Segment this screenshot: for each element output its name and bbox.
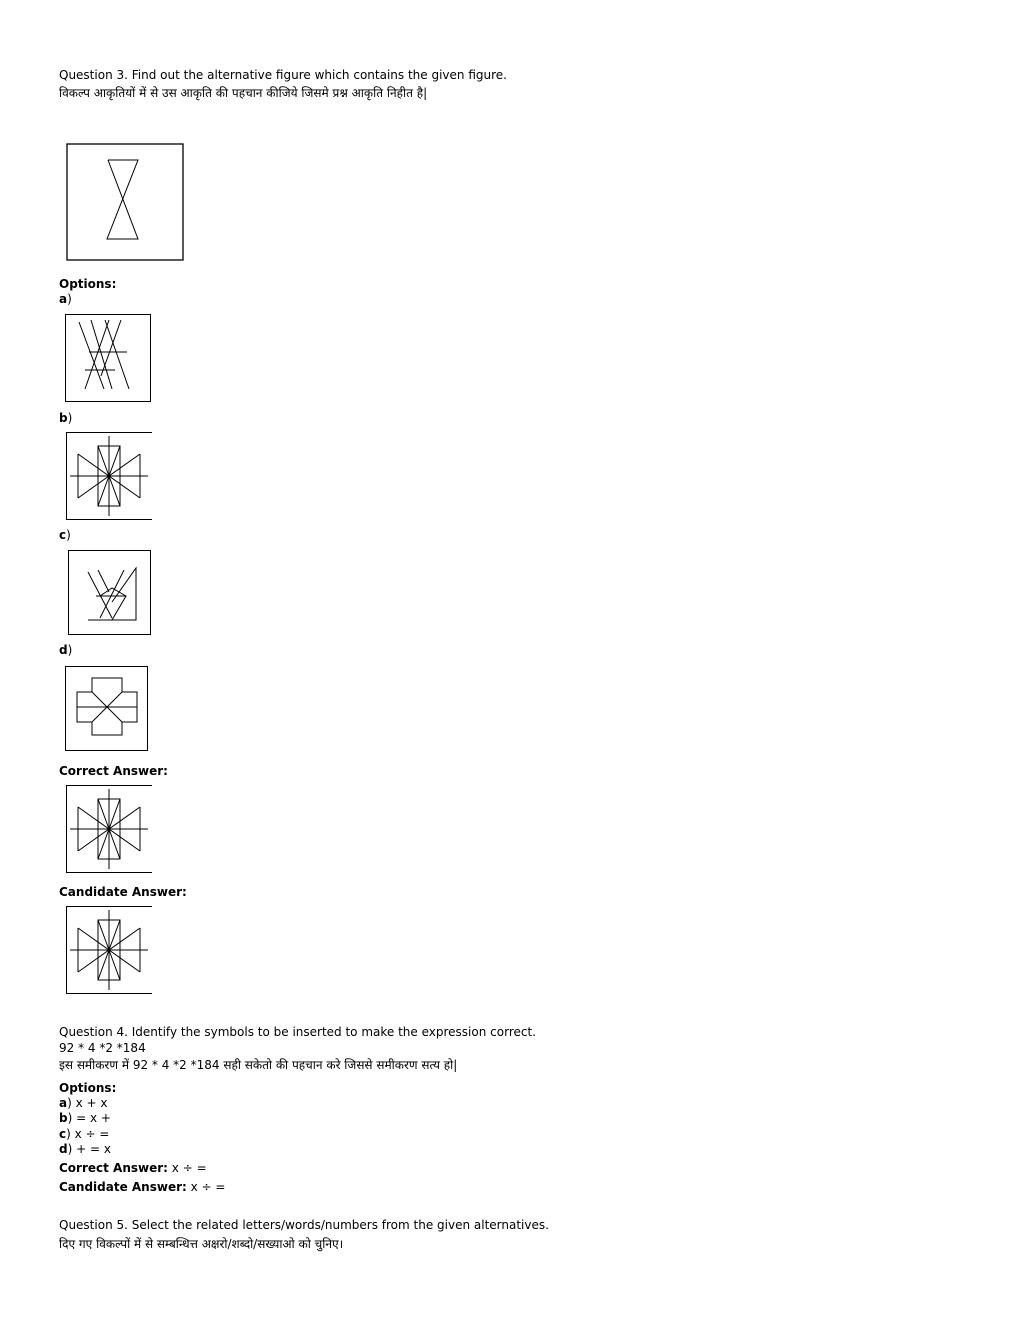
option-a-line	[101, 320, 121, 376]
option-c-line	[98, 570, 109, 592]
q4-candidate-answer: Candidate Answer: x ÷ =	[59, 1180, 226, 1194]
question-figure-frame	[67, 144, 183, 260]
hourglass-shape	[107, 160, 138, 239]
q3-options-label: Options:	[59, 277, 117, 291]
q5-title-hindi: दिए गए विकल्पों में से सम्बन्धित्त अक्षरो/शब्दो/सख्याओ को चुनिए।	[59, 1237, 344, 1251]
q4-options-label: Options:	[59, 1081, 117, 1095]
q4-correct-answer: Correct Answer: x ÷ =	[59, 1161, 207, 1175]
candidate-answer-figure	[66, 906, 154, 996]
correct-answer-figure	[66, 785, 154, 875]
q3-title: Question 3. Find out the alternative figure which contains the given figure.	[59, 68, 507, 82]
q4-expression: 92 * 4 *2 *184	[59, 1041, 146, 1055]
q4-option-c: c) x ÷ =	[59, 1127, 110, 1141]
q4-title-hindi: इस समीकरण में 92 * 4 *2 *184 सही सकेतो की पहचान करे जिससे समीकरण सत्य हो|	[59, 1058, 458, 1072]
q3-option-d-label: d)	[59, 643, 73, 657]
q3-candidate-label: Candidate Answer:	[59, 885, 187, 899]
option-c-frame	[69, 551, 151, 635]
option-a-line	[85, 320, 109, 389]
q3-correct-label: Correct Answer:	[59, 764, 168, 778]
q3-option-b-label: b)	[59, 411, 73, 425]
q4-option-a: a) x + x	[59, 1096, 108, 1110]
option-c-figure[interactable]	[68, 550, 152, 636]
option-a-figure[interactable]	[65, 314, 152, 403]
q4-option-d: d) + = x	[59, 1142, 111, 1156]
q3-option-a-label: a)	[59, 292, 72, 306]
q4-option-b: b) = x +	[59, 1111, 111, 1125]
option-d-frame	[66, 667, 148, 751]
option-a-line	[79, 322, 104, 389]
option-d-figure[interactable]	[65, 666, 149, 752]
q3-option-c-label: c)	[59, 528, 71, 542]
option-c-line	[88, 572, 112, 618]
question-figure	[66, 143, 184, 261]
option-b-figure[interactable]	[66, 432, 154, 522]
q4-title: Question 4. Identify the symbols to be inserted to make the expression correct.	[59, 1025, 536, 1039]
q3-title-hindi: विकल्प आकृतियों में से उस आकृति की पहचान कीजिये जिसमे प्रश्न आकृति निहीत है|	[59, 86, 428, 100]
q5-title: Question 5. Select the related letters/words/numbers from the given alternatives.	[59, 1218, 549, 1232]
